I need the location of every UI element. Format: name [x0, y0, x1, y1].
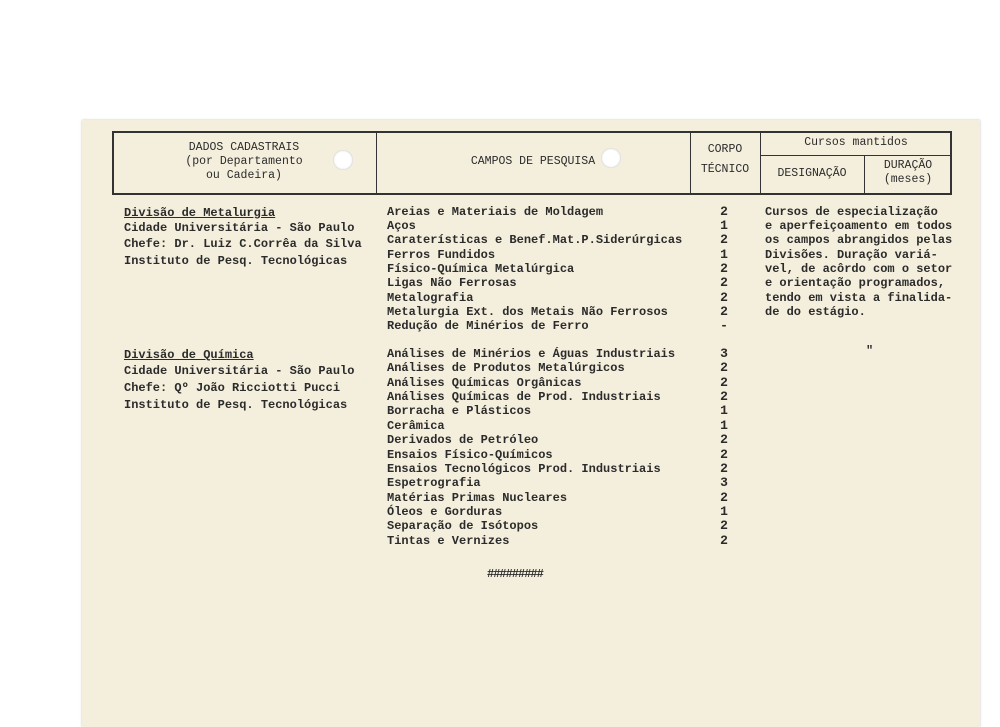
field-item: Aços: [387, 219, 416, 233]
field-item: Análises de Minérios e Águas Industriais: [387, 347, 676, 361]
field-item: Físico-Química Metalúrgica: [387, 262, 575, 276]
staff-count: 2: [720, 290, 728, 305]
course-line: os campos abrangidos pelas: [765, 233, 953, 247]
field-item: Ensaios Tecnológicos Prod. Industriais: [387, 462, 661, 476]
header-dados-cadastrais: [112, 141, 376, 183]
field-item: Metalurgia Ext. dos Metais Não Ferrosos: [387, 305, 668, 319]
staff-count: 2: [720, 304, 728, 319]
course-line: Divisões. Duração variá-: [765, 248, 938, 262]
address-line: Instituto de Pesq. Tecnológicas: [124, 398, 348, 412]
staff-count: -: [720, 318, 728, 333]
field-item: Óleos e Gorduras: [387, 505, 503, 519]
field-item: Espetrografia: [387, 476, 481, 490]
course-line: de do estágio.: [765, 305, 866, 319]
staff-count: 2: [720, 360, 728, 375]
staff-count: 1: [720, 218, 728, 233]
header-corpo-tecnico: [690, 140, 760, 180]
staff-count: 3: [720, 346, 728, 361]
header-dados-line3: ou Cadeira): [206, 169, 282, 182]
field-item: Metalografia: [387, 291, 474, 305]
field-item: Separação de Isótopos: [387, 519, 539, 533]
staff-count: 1: [720, 403, 728, 418]
header-dados-line1: DADOS CADASTRAIS: [188, 141, 300, 154]
staff-count: 1: [720, 247, 728, 262]
header-cursos-mantidos: Cursos mantidos: [804, 136, 908, 149]
staff-count: 2: [720, 261, 728, 276]
staff-count: 1: [720, 418, 728, 433]
header-duracao-line1: DURAÇÃO: [883, 159, 933, 172]
course-line: tendo em vista a finalida-: [765, 291, 953, 305]
header-duracao: [864, 159, 952, 187]
staff-count: 2: [720, 461, 728, 476]
address-line: Instituto de Pesq. Tecnológicas: [124, 254, 348, 268]
footer-hash-mark: #########: [487, 567, 543, 581]
field-item: Matérias Primas Nucleares: [387, 491, 568, 505]
staff-count: 3: [720, 475, 728, 490]
header-dados-line2: (por Departamento: [185, 155, 303, 168]
field-item: Análises de Produtos Metalúrgicos: [387, 361, 625, 375]
staff-count: 2: [720, 375, 728, 390]
courses-ditto-mark: ": [866, 344, 874, 358]
staff-count: 2: [720, 447, 728, 462]
staff-count: 2: [720, 432, 728, 447]
header-campos-pesquisa: CAMPOS DE PESQUISA: [470, 155, 596, 168]
address-line: Chefe: Qº João Ricciotti Pucci: [124, 381, 341, 395]
staff-count: 1: [720, 504, 728, 519]
course-line: e aperfeiçoamento em todos: [765, 219, 953, 233]
division-title-quimica: Divisão de Química: [124, 348, 254, 362]
header-corpo-line1: CORPO: [707, 143, 743, 156]
header-corpo-line2: TÉCNICO: [700, 163, 750, 176]
field-item: Ligas Não Ferrosas: [387, 276, 517, 290]
field-item: Ferros Fundidos: [387, 248, 496, 262]
field-item: Areias e Materiais de Moldagem: [387, 205, 604, 219]
field-item: Análises Químicas de Prod. Industriais: [387, 390, 661, 404]
address-line: Cidade Universitária - São Paulo: [124, 221, 355, 235]
staff-count: 2: [720, 275, 728, 290]
course-line: vel, de acôrdo com o setor: [765, 262, 953, 276]
field-item: Análises Químicas Orgânicas: [387, 376, 582, 390]
division-title-metalurgia: Divisão de Metalurgia: [124, 206, 276, 220]
field-item: Borracha e Plásticos: [387, 404, 532, 418]
staff-count: 2: [720, 204, 728, 219]
field-item: Caraterísticas e Benef.Mat.P.Siderúrgicas: [387, 233, 683, 247]
table-header: [112, 131, 952, 195]
field-item: Ensaios Físico-Químicos: [387, 448, 553, 462]
course-line: e orientação programados,: [765, 276, 946, 290]
field-item: Tintas e Vernizes: [387, 534, 510, 548]
field-item: Derivados de Petróleo: [387, 433, 539, 447]
field-item: Cerâmica: [387, 419, 445, 433]
staff-count: 2: [720, 533, 728, 548]
header-designacao: DESIGNAÇÃO: [777, 167, 847, 180]
staff-count: 2: [720, 232, 728, 247]
address-line: Chefe: Dr. Luiz C.Corrêa da Silva: [124, 237, 362, 251]
staff-count: 2: [720, 518, 728, 533]
staff-count: 2: [720, 389, 728, 404]
header-duracao-line2: (meses): [883, 173, 933, 186]
staff-count: 2: [720, 490, 728, 505]
course-line: Cursos de especialização: [765, 205, 938, 219]
field-item: Redução de Minérios de Ferro: [387, 319, 589, 333]
address-line: Cidade Universitária - São Paulo: [124, 364, 355, 378]
